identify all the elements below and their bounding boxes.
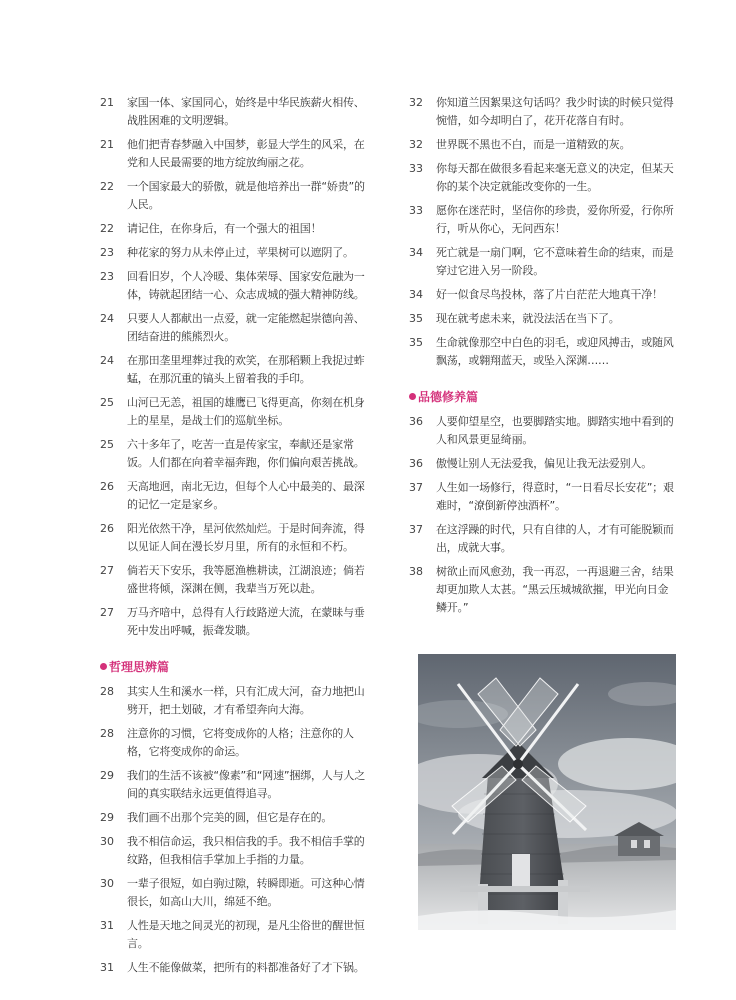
entry-number: 36 [409,457,423,470]
quote-entry [409,136,677,154]
entry-text: 其实人生和溪水一样，只有汇成大河，奋力地把山劈开，把土划破，才有希望奔向大海。 [127,685,365,716]
entry-text: 山河已无恙，祖国的雄鹰已飞得更高，你刻在机身上的星星，是战士们的巡航坐标。 [127,396,365,427]
quote-entry [409,160,677,196]
quote-entry [100,94,372,130]
entry-text: 傲慢让别人无法爱我，偏见让我无法爱别人。 [436,457,652,470]
entry-text: 人要仰望星空，也要脚踏实地。脚踏实地中看到的人和风景更显绮丽。 [436,415,674,446]
right-entries-bottom [409,413,677,617]
entry-text: 你知道兰因絮果这句话吗？我少时读的时候只觉得惋惜，如今却明白了，花开花落自有时。 [436,96,674,127]
section-title-text: 品德修养篇 [418,390,479,404]
entry-number: 25 [100,438,114,451]
entry-text: 死亡就是一扇门啊，它不意味着生命的结束，而是穿过它进入另一阶段。 [436,246,674,277]
entry-number: 23 [100,270,114,283]
entry-number: 22 [100,222,114,235]
dot-icon [100,663,107,670]
entry-number: 22 [100,180,114,193]
entry-text: 注意你的习惯，它将变成你的人格；注意你的人格，它将变成你的命运。 [127,727,354,758]
entry-text: 在那田垄里埋葬过我的欢笑，在那稻颗上我捉过蚱蜢，在那沉重的镐头上留着我的手印。 [127,354,365,385]
right-column [409,94,677,623]
entry-text: 六十多年了，吃苦一直是传家宝，奉献还是家常饭。人们都在向着幸福奔跑，你们偏向艰苦挑战。 [127,438,365,469]
entry-number: 37 [409,523,423,536]
entry-text: 人性是天地之间灵光的初现，是凡尘俗世的醒世恒言。 [127,919,365,950]
entry-number: 34 [409,288,423,301]
entry-number: 25 [100,396,114,409]
left-entries-top [100,94,372,640]
entry-number: 23 [100,246,114,259]
entry-number: 24 [100,312,114,325]
entry-text: 生命就像那空中白色的羽毛，或迎风搏击，或随风飘荡，或翱翔蓝天，或坠入深渊…… [436,336,674,367]
quote-entry [100,917,372,953]
left-column [100,94,372,983]
entry-text: 我不相信命运，我只相信我的手。我不相信手掌的纹路，但我相信手掌加上手指的力量。 [127,835,365,866]
entry-text: 一辈子很短，如白驹过隙，转瞬即逝。可这种心情很长，如高山大川，绵延不绝。 [127,877,365,908]
entry-number: 27 [100,606,114,619]
quote-entry [100,520,372,556]
entry-text: 天高地迥，南北无边，但每个人心中最美的、最深的记忆一定是家乡。 [127,480,365,511]
entry-number: 29 [100,769,114,782]
right-entries-top [409,94,677,370]
quote-entry [100,875,372,911]
dot-icon [409,393,416,400]
entry-text: 他们把青春梦融入中国梦，彰显大学生的风采，在党和人民最需要的地方绽放绚丽之花。 [127,138,365,169]
quote-entry [409,310,677,328]
quote-entry [409,455,677,473]
section-title-morality [409,388,677,405]
entry-text: 世界既不黑也不白，而是一道精致的灰。 [436,138,631,151]
quote-entry [409,244,677,280]
quote-entry [100,562,372,598]
entry-number: 26 [100,522,114,535]
entry-text: 种花家的努力从未停止过，苹果树可以遮阴了。 [127,246,354,259]
section-title-philosophy [100,658,372,675]
entry-number: 38 [409,565,423,578]
entry-number: 29 [100,811,114,824]
entry-text: 人生不能像做菜，把所有的料都准备好了才下锅。 [127,961,365,974]
entry-number: 33 [409,162,423,175]
windmill-photo [418,654,676,930]
entry-number: 35 [409,312,423,325]
entry-number: 33 [409,204,423,217]
quote-entry [409,202,677,238]
quote-entry [100,959,372,977]
quote-entry [409,413,677,449]
quote-entry [409,521,677,557]
quote-entry [100,394,372,430]
entry-text: 现在就考虑未来，就没法活在当下了。 [436,312,620,325]
entry-text: 一个国家最大的骄傲，就是他培养出一群“娇贵”的人民。 [127,180,365,211]
entry-text: 万马齐喑中，总得有人行歧路逆大流，在蒙昧与垂死中发出呼喊，振聋发聩。 [127,606,365,637]
quote-entry [100,809,372,827]
entry-number: 27 [100,564,114,577]
section-title-text: 哲理思辨篇 [109,660,170,674]
quote-entry [100,310,372,346]
entry-number: 36 [409,415,423,428]
quote-entry [409,286,677,304]
entry-number: 34 [409,246,423,259]
entry-number: 31 [100,961,114,974]
entry-number: 24 [100,354,114,367]
entry-text: 倘若天下安乐，我等愿渔樵耕读，江湖浪迹；倘若盛世将倾，深渊在侧，我辈当万死以赴。 [127,564,365,595]
entry-text: 阳光依然干净，星河依然灿烂。于是时间奔流，得以见证人间在漫长岁月里，所有的永恒和不朽。 [127,522,365,553]
entry-number: 28 [100,727,114,740]
quote-entry [409,563,677,617]
quote-entry [409,479,677,515]
quote-entry [100,683,372,719]
entry-number: 32 [409,96,423,109]
quote-entry [100,436,372,472]
quote-entry [100,178,372,214]
entry-text: 家国一体、家国同心，始终是中华民族薪火相传、战胜困难的文明逻辑。 [127,96,365,127]
quote-entry [100,352,372,388]
entry-text: 请记住，在你身后，有一个强大的祖国！ [127,222,322,235]
entry-number: 35 [409,336,423,349]
quote-entry [100,833,372,869]
entry-number: 31 [100,919,114,932]
entry-number: 26 [100,480,114,493]
quote-entry [100,604,372,640]
entry-text: 只要人人都献出一点爱，就一定能燃起崇德向善、团结奋进的熊熊烈火。 [127,312,365,343]
entry-text: 我们画不出那个完美的圆，但它是存在的。 [127,811,333,824]
entry-text: 人生如一场修行，得意时，“一日看尽长安花”；艰难时，“潦倒新停浊酒杯”。 [436,481,674,512]
quote-entry [100,244,372,262]
entry-text: 好一似食尽鸟投林，落了片白茫茫大地真干净！ [436,288,663,301]
entry-number: 30 [100,877,114,890]
quote-entry [409,334,677,370]
left-entries-bottom [100,683,372,977]
entry-number: 21 [100,138,114,151]
quote-entry [100,220,372,238]
entry-text: 我们的生活不该被“像素”和“网速”捆绑，人与人之间的真实联结永远更值得追寻。 [127,769,365,800]
quote-entry [100,767,372,803]
entry-text: 树欲止而风愈劲，我一再忍，一再退避三舍，结果却更加欺人太甚。“黑云压城城欲摧，甲光向日金鳞开。” [436,565,674,614]
quote-entry [409,94,677,130]
entry-text: 愿你在迷茫时，坚信你的珍贵，爱你所爱，行你所行，听从你心，无问西东！ [436,204,674,235]
entry-number: 28 [100,685,114,698]
entry-text: 你每天都在做很多看起来毫无意义的决定，但某天你的某个决定就能改变你的一生。 [436,162,674,193]
quote-entry [100,136,372,172]
entry-number: 21 [100,96,114,109]
entry-number: 37 [409,481,423,494]
quote-entry [100,268,372,304]
entry-number: 30 [100,835,114,848]
quote-entry [100,478,372,514]
entry-text: 回看旧岁，个人冷暖、集体荣辱、国家安危融为一体，铸就起团结一心、众志成城的强大精神防线。 [127,270,365,301]
quote-entry [100,725,372,761]
entry-text: 在这浮躁的时代，只有自律的人，才有可能脱颖而出，成就大事。 [436,523,674,554]
entry-number: 32 [409,138,423,151]
